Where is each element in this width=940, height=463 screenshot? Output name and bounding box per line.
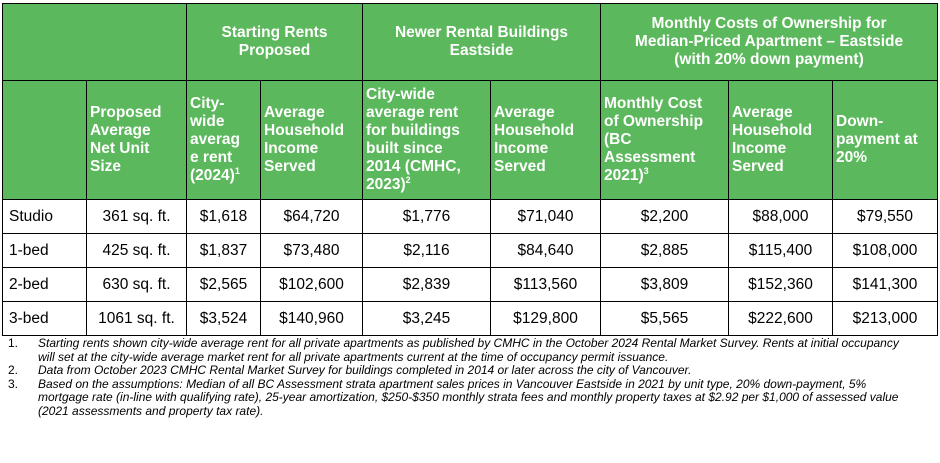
table-cell: $222,600 [729,302,833,336]
table-cell: $102,600 [261,268,363,302]
table-cell: $84,640 [491,234,601,268]
unit-type-cell: 2-bed [3,268,87,302]
col-header-text: Average Household Income Served [732,104,813,175]
table-cell: $141,300 [833,268,938,302]
table-cell: 1061 sq. ft. [87,302,187,336]
col-header-income-starting [261,81,363,200]
footnote-number: 3. [8,376,19,391]
col-header-citywide-rent-new-buildings [363,81,491,200]
footnote [2,337,938,364]
col-header-citywide-rent-2024 [187,81,261,200]
col-header-unit-size [87,81,187,200]
group-header-ownership-costs: Monthly Costs of Ownership for Median-Priced Apartment – Eastside (with 20% down payment) [601,4,938,81]
footnote-number: 2. [8,363,19,378]
table-cell: $2,565 [187,268,261,302]
rents-comparison-table [2,3,938,336]
footnote-text: Starting rents shown city-wide average rent for all private apartments as published by CMHC in the October 2024 Rental Market Survey. Rents at initial occupancy will set at the city-wide average market rent for all private apartments current at the time of occupancy permit issuance. [38,336,899,364]
col-header-text: Average Household Income Served [264,104,345,175]
col-header-text: City-wide average rent for buildings built since 2014 (CMHC, 2023) [366,86,461,193]
table-cell: $73,480 [261,234,363,268]
col-header-text: Monthly Cost of Ownership (BC Assessment 2021) [604,95,704,184]
table-row [3,200,938,234]
footnote-number: 1. [8,336,19,350]
table-cell: $1,837 [187,234,261,268]
column-header-row [3,81,938,200]
table-cell: $1,618 [187,200,261,234]
header-blank-cell-unit-type [3,81,87,200]
footnotes [2,337,938,419]
rents-table-figure [2,0,938,419]
col-header-text: Down- payment at 20% [836,113,918,166]
table-cell: $1,776 [363,200,491,234]
table-cell: $3,524 [187,302,261,336]
footnote-ref-3: 3 [643,165,649,176]
group-header-starting-rents: Starting Rents Proposed [187,4,363,81]
table-cell: $108,000 [833,234,938,268]
table-cell: $3,809 [601,268,729,302]
table-cell: $2,839 [363,268,491,302]
header-blank-cell [3,4,187,81]
table-row [3,268,938,302]
table-cell: $64,720 [261,200,363,234]
col-header-income-ownership [729,81,833,200]
table-cell: $71,040 [491,200,601,234]
table-body [3,200,938,336]
table-cell: $152,360 [729,268,833,302]
table-cell: $213,000 [833,302,938,336]
table-cell: $2,200 [601,200,729,234]
table-row [3,234,938,268]
col-header-text: Proposed Average Net Unit Size [90,104,162,175]
table-cell: $5,565 [601,302,729,336]
table-cell: 425 sq. ft. [87,234,187,268]
group-header-newer-rentals: Newer Rental Buildings Eastside [363,4,601,81]
footnote [2,378,938,419]
table-cell: $113,560 [491,268,601,302]
table-cell: $79,550 [833,200,938,234]
table-row [3,302,938,336]
table-cell: 630 sq. ft. [87,268,187,302]
footnote-text: Based on the assumptions: Median of all BC Assessment strata apartment sales prices in Vancouver Eastside in 2021 by unit type, 20% down-payment, 5% mortgage rate (in-line with qualifying rate), 25-year amortization, $250-$350 monthly strata fees and monthly property taxes at $2.92 per $1,000 of assessed value (2021 assessments and property tax rate). [38,376,899,418]
col-header-ownership-cost [601,81,729,200]
unit-type-cell: 1-bed [3,234,87,268]
group-header-row [3,4,938,81]
table-cell: $2,116 [363,234,491,268]
table-cell: $3,245 [363,302,491,336]
table-cell: $140,960 [261,302,363,336]
col-header-text: Average Household Income Served [494,104,575,175]
table-cell: $129,800 [491,302,601,336]
unit-type-cell: 3-bed [3,302,87,336]
footnote-text: Data from October 2023 CMHC Rental Market Survey for buildings completed in 2014 or later across the city of Vancouver. [38,363,692,378]
table-cell: $2,885 [601,234,729,268]
footnote-ref-1: 1 [234,165,240,176]
table-cell: $115,400 [729,234,833,268]
col-header-down-payment [833,81,938,200]
table-cell: 361 sq. ft. [87,200,187,234]
col-header-income-newer [491,81,601,200]
footnote [2,364,938,378]
col-header-text: City- wide averag e rent (2024) [190,95,240,184]
table-cell: $88,000 [729,200,833,234]
unit-type-cell: Studio [3,200,87,234]
footnote-ref-2: 2 [405,174,411,185]
